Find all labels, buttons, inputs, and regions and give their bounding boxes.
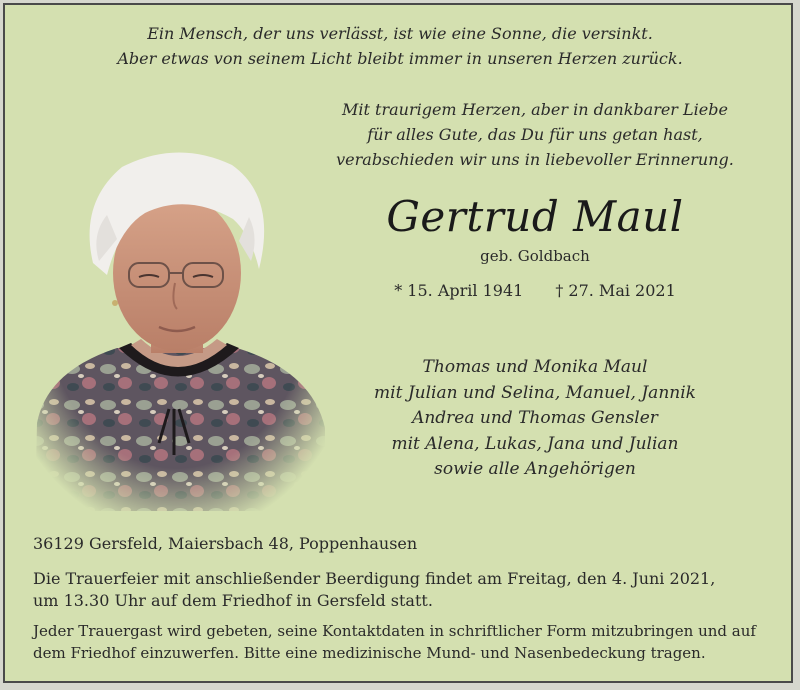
- mourner-line: mit Julian und Selina, Manuel, Jannik: [374, 382, 696, 403]
- dedication-line-2: für alles Gute, das Du für uns getan hast,: [367, 125, 703, 144]
- family-address: 36129 Gersfeld, Maiersbach 48, Poppenhausen: [33, 534, 418, 553]
- memorial-quote: [5, 21, 795, 71]
- mourners-list: [335, 355, 735, 483]
- hygiene-notice: [33, 620, 783, 664]
- ceremony-line-2: um 13.30 Uhr auf dem Friedhof in Gersfeld statt.: [33, 591, 433, 610]
- dedication-line-1: Mit traurigem Herzen, aber in dankbarer Liebe: [342, 100, 728, 119]
- death-date: † 27. Mai 2021: [555, 281, 676, 300]
- deceased-name: Gertrud Maul: [386, 192, 684, 241]
- ceremony-line-1: Die Trauerfeier mit anschließender Beerdigung findet am Freitag, den 4. Juni 2021,: [33, 569, 716, 588]
- dedication-line-3: verabschieden wir uns in liebevoller Erinnerung.: [336, 150, 734, 169]
- life-dates: [335, 280, 735, 302]
- mourner-line: Andrea und Thomas Gensler: [412, 408, 658, 428]
- mourner-line: Thomas und Monika Maul: [422, 357, 648, 377]
- quote-line-2: Aber etwas von seinem Licht bleibt immer in unseren Herzen zurück.: [117, 49, 683, 68]
- dedication-text: [335, 97, 735, 172]
- mourner-line: mit Alena, Lukas, Jana und Julian: [391, 433, 679, 454]
- birth-date: * 15. April 1941: [394, 281, 524, 300]
- obituary-card: [3, 3, 793, 683]
- birth-name: geb. Goldbach: [480, 247, 590, 265]
- notice-line-2: dem Friedhof einzuwerfen. Bitte eine medizinische Mund- und Nasenbedeckung tragen.: [33, 644, 706, 662]
- funeral-announcement: [33, 568, 773, 612]
- quote-line-1: Ein Mensch, der uns verlässt, ist wie eine Sonne, die versinkt.: [147, 24, 653, 43]
- mourner-line: sowie alle Angehörigen: [434, 459, 636, 479]
- notice-line-1: Jeder Trauergast wird gebeten, seine Kontaktdaten in schriftlicher Form mitzubringen und auf: [33, 622, 756, 640]
- portrait-photo: [27, 143, 327, 511]
